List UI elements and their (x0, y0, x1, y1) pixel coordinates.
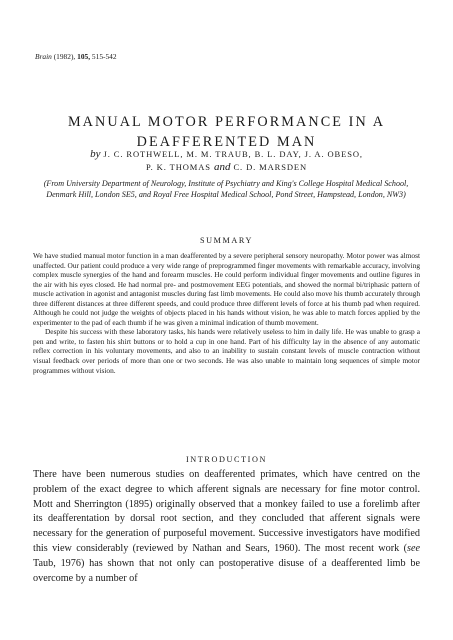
authors-line-1-names: J. C. ROTHWELL, M. M. TRAUB, B. L. DAY, J. A. OBESO, (103, 149, 363, 159)
title-line-1: MANUAL MOTOR PERFORMANCE IN A (67, 114, 386, 130)
summary-paragraph-1: We have studied manual motor function in a man deafferented by a severe peripheral sensory neuropathy. Motor power was almost unaffected. Our patient could produce a very wide range of preprogrammed finger movements with remarkable accuracy, involving complex muscle synergies of the hand and forearm muscles. He could perform individual finger movements and outline figures in the air with his eyes closed. He had normal pre- and postmovement EEG potentials, and showed the normal bi/triphasic pattern of muscle activation in agonist and antagonist muscles during fast limb movements. He could also move his thumb accurately through three different distances at three different speeds, and could produce three different levels of force at his thumb pad when required. Although he could not judge the weights of objects placed in his hands without vision, he was able to match forces applied by the experimenter to the pad of each thumb if he was given a minimal indication of thumb movement. (33, 251, 420, 327)
summary-heading: SUMMARY (199, 236, 254, 245)
title-line-2: DEAFFERENTED MAN (136, 134, 317, 150)
authors-line-2-names-b: C. D. MARSDEN (233, 162, 308, 172)
author-line-1 (30, 148, 423, 161)
journal-pages: 515-542 (91, 52, 117, 61)
introduction-heading: INTRODUCTION (185, 455, 268, 464)
author-list (30, 148, 423, 174)
introduction-paragraph (33, 468, 420, 586)
introduction-body (33, 468, 420, 586)
author-by: by (90, 148, 101, 160)
journal-year: (1982), (53, 52, 76, 61)
introduction-see: see (406, 542, 420, 554)
journal-citation (35, 52, 117, 61)
journal-name: Brain (35, 52, 52, 61)
summary-paragraph-2: Despite his success with these laboratory tasks, his hands were relatively useless to him in daily life. He was unable to grasp a pen and write, to fasten his shirt buttons or to hold a cup in one hand. Part of his difficulty lay in the absence of any automatic reflex correction in his voluntary movements, and also to an inability to sustain constant levels of muscle contraction without visual feedback over periods of more than one or two seconds. He was also unable to maintain long sequences of simple motor programmes without vision. (33, 327, 420, 375)
article-title (30, 112, 423, 152)
introduction-text-2: Taub, 1976) has shown that not only can postoperative disuse of a deafferented limb be overcome by a number of (33, 557, 420, 584)
journal-volume: 105, (77, 52, 91, 61)
summary-body (33, 251, 420, 375)
affiliation: (From University Department of Neurology, Institute of Psychiatry and King's College Hospital Medical School, Denmark Hill, London SE5, and Royal Free Hospital Medical School, Pond Street, Hampstead, London, NW3) (43, 179, 409, 199)
introduction-text-1: There have been numerous studies on deafferented primates, which have centred on the problem of the exact degree to which afferent signals are necessary for fine motor control. Mott and Sherrington (1895) originally observed that a monkey failed to use a forelimb after its deafferentation by dorsal root section, and they concluded that afferent signals were necessary for the generation of purposeful movement. Successive investigators have modified this view considerably (reviewed by Nathan and Sears, 1960). The most recent work ( (33, 469, 420, 554)
authors-line-2-names-a: P. K. THOMAS (145, 162, 211, 172)
author-line-2 (30, 161, 423, 174)
author-and: and (213, 161, 231, 173)
